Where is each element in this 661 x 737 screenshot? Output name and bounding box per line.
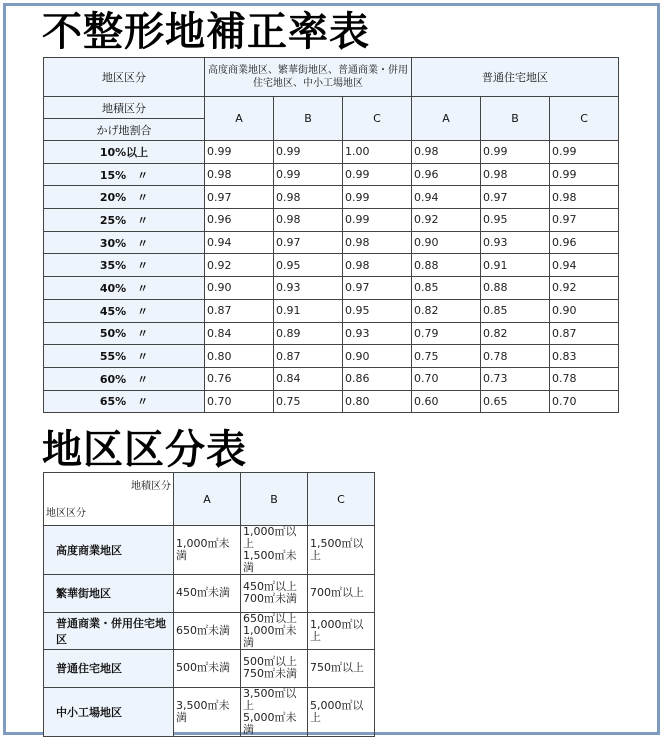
table-cell: 0.91 [274,299,343,322]
table-cell: 0.75 [274,390,343,413]
table-cell: 0.70 [412,367,481,390]
table-row [44,186,619,209]
table-row [44,367,619,390]
table-row [44,163,619,186]
table-cell: 0.73 [481,367,550,390]
table-cell: 0.98 [274,209,343,232]
col-header: A [205,97,274,141]
cell-line: 750㎡未満 [243,667,297,681]
col-header: B [241,473,308,526]
table-cell: 0.90 [412,231,481,254]
table-cell: 0.99 [274,141,343,164]
irregular-land-correction-table [43,57,619,413]
table-cell: 0.97 [343,277,412,300]
header-residential-group: 普通住宅地区 [412,58,619,97]
table-cell: 0.91 [481,254,550,277]
header-district: 地区区分 [46,508,86,519]
header-corner [44,473,174,526]
title-irregular-land-table: 不整形地補正率表 [42,9,370,55]
table-row [44,526,375,575]
cell-line: 1,500㎡未満 [243,549,297,574]
title-district-table: 地区区分表 [42,427,247,473]
table-cell: 0.98 [412,141,481,164]
table-cell: 0.93 [343,322,412,345]
cell-line: 3,500㎡以上 [243,686,297,712]
table-cell: 0.80 [343,390,412,413]
table-cell: 0.99 [550,141,619,164]
table-cell: 0.98 [481,163,550,186]
table-cell: 0.93 [274,277,343,300]
table-cell: 0.95 [274,254,343,277]
table-cell: 0.96 [412,163,481,186]
table-row [44,345,619,368]
table-row [44,575,375,613]
table-cell: 0.78 [481,345,550,368]
table-cell: 3,500㎡未満 [174,687,241,736]
table-cell: 0.98 [274,186,343,209]
table-row [44,141,619,164]
row-label: 65% 〃 [44,390,205,413]
table-cell: 0.88 [412,254,481,277]
table-cell: 0.65 [481,390,550,413]
table-cell: 0.88 [481,277,550,300]
table-cell: 0.98 [343,231,412,254]
table-cell: 0.99 [481,141,550,164]
row-label: 普通住宅地区 [44,650,174,688]
table-cell: 0.87 [550,322,619,345]
col-header: B [274,97,343,141]
header-shadow-ratio: かげ地割合 [44,119,205,141]
table-cell: 0.99 [550,163,619,186]
header-area-class: 地積区分 [131,481,171,492]
table-row [44,231,619,254]
table-cell: 1,500㎡以上 [308,526,375,575]
table-cell: 0.78 [550,367,619,390]
table-cell [241,650,308,688]
table-cell: 0.97 [274,231,343,254]
table-row [44,299,619,322]
table-cell: 0.92 [550,277,619,300]
row-label: 30% 〃 [44,231,205,254]
col-header: C [343,97,412,141]
table-cell: 0.97 [205,186,274,209]
table-cell: 0.76 [205,367,274,390]
table-cell [241,526,308,575]
table-cell: 0.79 [412,322,481,345]
table-cell [241,687,308,736]
row-label: 40% 〃 [44,277,205,300]
table-cell: 0.98 [343,254,412,277]
header-district: 地区区分 [44,58,205,97]
table-cell: 0.94 [205,231,274,254]
table-cell: 5,000㎡以上 [308,687,375,736]
cell-line: 1,000㎡未満 [243,623,297,649]
table-cell: 0.90 [550,299,619,322]
table-cell: 0.92 [412,209,481,232]
table-cell: 0.90 [343,345,412,368]
row-label: 繁華街地区 [44,575,174,613]
table-cell: 1,000㎡未満 [174,526,241,575]
table-row [44,390,619,413]
table-cell [241,575,308,613]
row-label: 45% 〃 [44,299,205,322]
header-commercial-group: 高度商業地区、繁華街地区、普通商業・併用住宅地区、中小工場地区 [205,58,412,97]
table-cell: 0.86 [343,367,412,390]
table-cell: 0.98 [550,186,619,209]
table-cell: 1.00 [343,141,412,164]
table-cell: 700㎡以上 [308,575,375,613]
col-header: A [412,97,481,141]
col-header: A [174,473,241,526]
table-cell: 0.82 [412,299,481,322]
table-row [44,650,375,688]
table-row [44,277,619,300]
cell-line: 700㎡未満 [243,592,297,606]
row-label: 10%以上 [44,141,205,164]
district-classification-table [43,472,375,737]
cell-line: 1,000㎡以上 [243,525,297,550]
table-cell: 0.93 [481,231,550,254]
col-header: C [550,97,619,141]
table-cell: 0.87 [274,345,343,368]
table-cell: 1,000㎡以上 [308,612,375,650]
cell-line: 5,000㎡未満 [243,710,297,736]
cell-line: 500㎡以上 [243,655,297,669]
table-cell: 0.99 [205,141,274,164]
table-cell: 0.95 [481,209,550,232]
table-row [44,612,375,650]
table-cell: 0.97 [481,186,550,209]
table-cell: 0.96 [205,209,274,232]
cell-line: 650㎡以上 [243,611,297,625]
table-cell: 0.99 [343,209,412,232]
table-cell: 750㎡以上 [308,650,375,688]
table-cell: 0.95 [343,299,412,322]
table-cell: 0.94 [550,254,619,277]
row-label: 20% 〃 [44,186,205,209]
table-cell: 0.83 [550,345,619,368]
table-row [44,209,619,232]
table-cell: 0.99 [274,163,343,186]
table-cell: 0.85 [481,299,550,322]
table-cell: 0.89 [274,322,343,345]
table-cell: 0.96 [550,231,619,254]
row-label: 55% 〃 [44,345,205,368]
table-cell: 650㎡未満 [174,612,241,650]
table-cell: 0.99 [343,163,412,186]
col-header: B [481,97,550,141]
table-cell: 0.84 [205,322,274,345]
table-cell: 0.97 [550,209,619,232]
table-row [44,322,619,345]
header-area-class: 地積区分 [44,97,205,119]
row-label: 高度商業地区 [44,526,174,575]
table-cell: 0.82 [481,322,550,345]
col-header: C [308,473,375,526]
table-cell: 0.70 [550,390,619,413]
table-cell: 0.94 [412,186,481,209]
table-cell: 500㎡未満 [174,650,241,688]
table-cell: 450㎡未満 [174,575,241,613]
row-label: 60% 〃 [44,367,205,390]
table-cell: 0.84 [274,367,343,390]
row-label: 普通商業・併用住宅地区 [44,612,174,650]
table-cell: 0.85 [412,277,481,300]
table-row [44,687,375,736]
table-cell: 0.90 [205,277,274,300]
table-row [44,254,619,277]
table-cell: 0.70 [205,390,274,413]
row-label: 中小工場地区 [44,687,174,736]
row-label: 25% 〃 [44,209,205,232]
table-cell: 0.92 [205,254,274,277]
table-cell [241,612,308,650]
cell-line: 450㎡以上 [243,580,297,594]
table-cell: 0.60 [412,390,481,413]
table-cell: 0.80 [205,345,274,368]
row-label: 15% 〃 [44,163,205,186]
table-cell: 0.99 [343,186,412,209]
table-cell: 0.75 [412,345,481,368]
table-cell: 0.87 [205,299,274,322]
table-cell: 0.98 [205,163,274,186]
row-label: 35% 〃 [44,254,205,277]
row-label: 50% 〃 [44,322,205,345]
